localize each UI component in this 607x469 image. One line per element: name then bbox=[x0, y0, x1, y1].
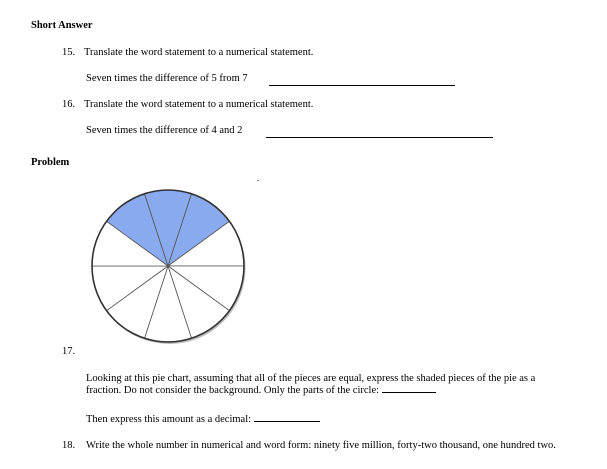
answer-blank-15[interactable] bbox=[269, 84, 455, 86]
question-15-statement: Seven times the difference of 5 from 7 bbox=[86, 73, 248, 84]
question-15 bbox=[62, 47, 313, 58]
question-16-statement: Seven times the difference of 4 and 2 bbox=[86, 125, 243, 136]
answer-blank-16[interactable] bbox=[266, 136, 493, 138]
section-heading-problem: Problem bbox=[31, 157, 70, 168]
question-text: Translate the word statement to a numerical statement. bbox=[84, 99, 314, 110]
question-number: 15. bbox=[62, 47, 76, 58]
question-17-decimal bbox=[86, 414, 320, 425]
section-heading-short-answer: Short Answer bbox=[31, 20, 93, 31]
question-text: Write the whole number in numerical and word form: ninety five million, forty-two thousand, one hundred two. bbox=[86, 440, 556, 451]
question-16 bbox=[62, 99, 313, 110]
answer-blank-17-fraction[interactable] bbox=[382, 391, 436, 393]
question-17-prompt bbox=[86, 373, 568, 397]
question-17-decimal-text: Then express this amount as a decimal: bbox=[86, 414, 252, 425]
stray-mark bbox=[257, 180, 259, 181]
question-17-prompt-text: Looking at this pie chart, assuming that all of the pieces are equal, express the shaded pieces of the pie as a fraction. Do not consider the background. Only the parts of the circle: bbox=[86, 373, 536, 396]
pie-chart bbox=[88, 186, 248, 346]
question-17-number: 17. bbox=[62, 346, 76, 357]
question-number: 18. bbox=[62, 440, 76, 451]
question-text: Translate the word statement to a numerical statement. bbox=[84, 47, 314, 58]
answer-blank-17-decimal[interactable] bbox=[254, 420, 320, 422]
question-number: 16. bbox=[62, 99, 76, 110]
question-18 bbox=[62, 440, 582, 469]
